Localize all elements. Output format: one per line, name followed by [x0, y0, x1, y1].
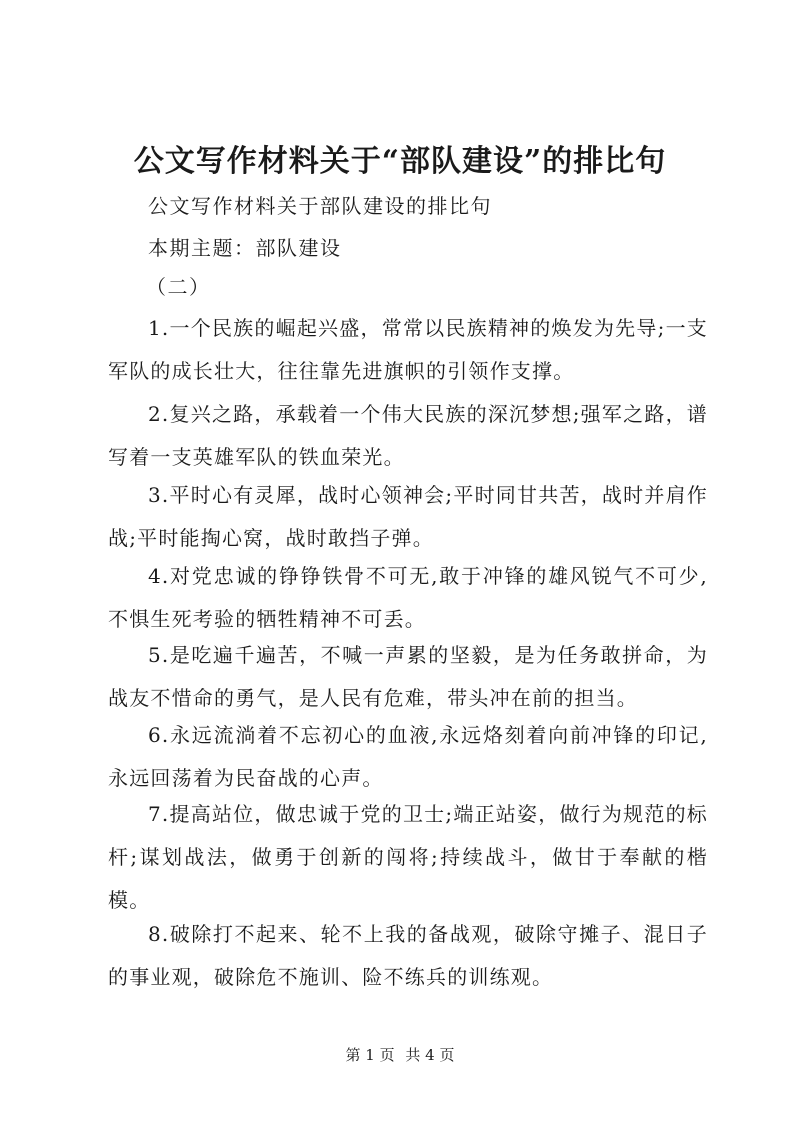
- page-total: 共 4 页: [405, 1046, 455, 1064]
- paragraph-7: 7.提高站位，做忠诚于党的卫士;端正站姿，做行为规范的标杆;谋划战法，做勇于创新的闯将;持续战斗，做甘于奉献的楷模。: [108, 802, 708, 912]
- paragraph-2: 2.复兴之路，承载着一个伟大民族的深沉梦想;强军之路，谱写着一支英雄军队的铁血荣光。: [108, 402, 708, 469]
- section-label: （二）: [146, 275, 211, 299]
- paragraph-6: 6.永远流淌着不忘初心的血液,永远烙刻着向前冲锋的印记,永远回荡着为民奋战的心声。: [108, 723, 708, 790]
- paragraph-3: 3.平时心有灵犀，战时心领神会;平时同甘共苦，战时并肩作战;平时能掏心窝，战时敢挡子弹。: [108, 483, 708, 550]
- document-subtitle: 公文写作材料关于部队建设的排比句: [148, 194, 492, 218]
- paragraph-1: 1.一个民族的崛起兴盛，常常以民族精神的焕发为先导;一支军队的成长壮大，往往靠先进旗帜的引领作支撑。: [108, 316, 708, 383]
- paragraph-5: 5.是吃遍千遍苦，不喊一声累的坚毅，是为任务敢拼命，为战友不惜命的勇气，是人民有危难，带头冲在前的担当。: [108, 643, 708, 710]
- paragraph-4: 4.对党忠诚的铮铮铁骨不可无,敢于冲锋的雄风锐气不可少,不惧生死考验的牺牲精神不可丢。: [108, 564, 708, 631]
- page-footer: [0, 1044, 800, 1066]
- theme-line: 本期主题：部队建设: [148, 236, 342, 260]
- document-title: 公文写作材料关于“部队建设”的排比句: [133, 144, 667, 179]
- paragraph-8: 8.破除打不起来、轮不上我的备战观，破除守摊子、混日子的事业观，破除危不施训、险不练兵的训练观。: [108, 922, 708, 989]
- page-number: 第 1 页: [345, 1046, 395, 1064]
